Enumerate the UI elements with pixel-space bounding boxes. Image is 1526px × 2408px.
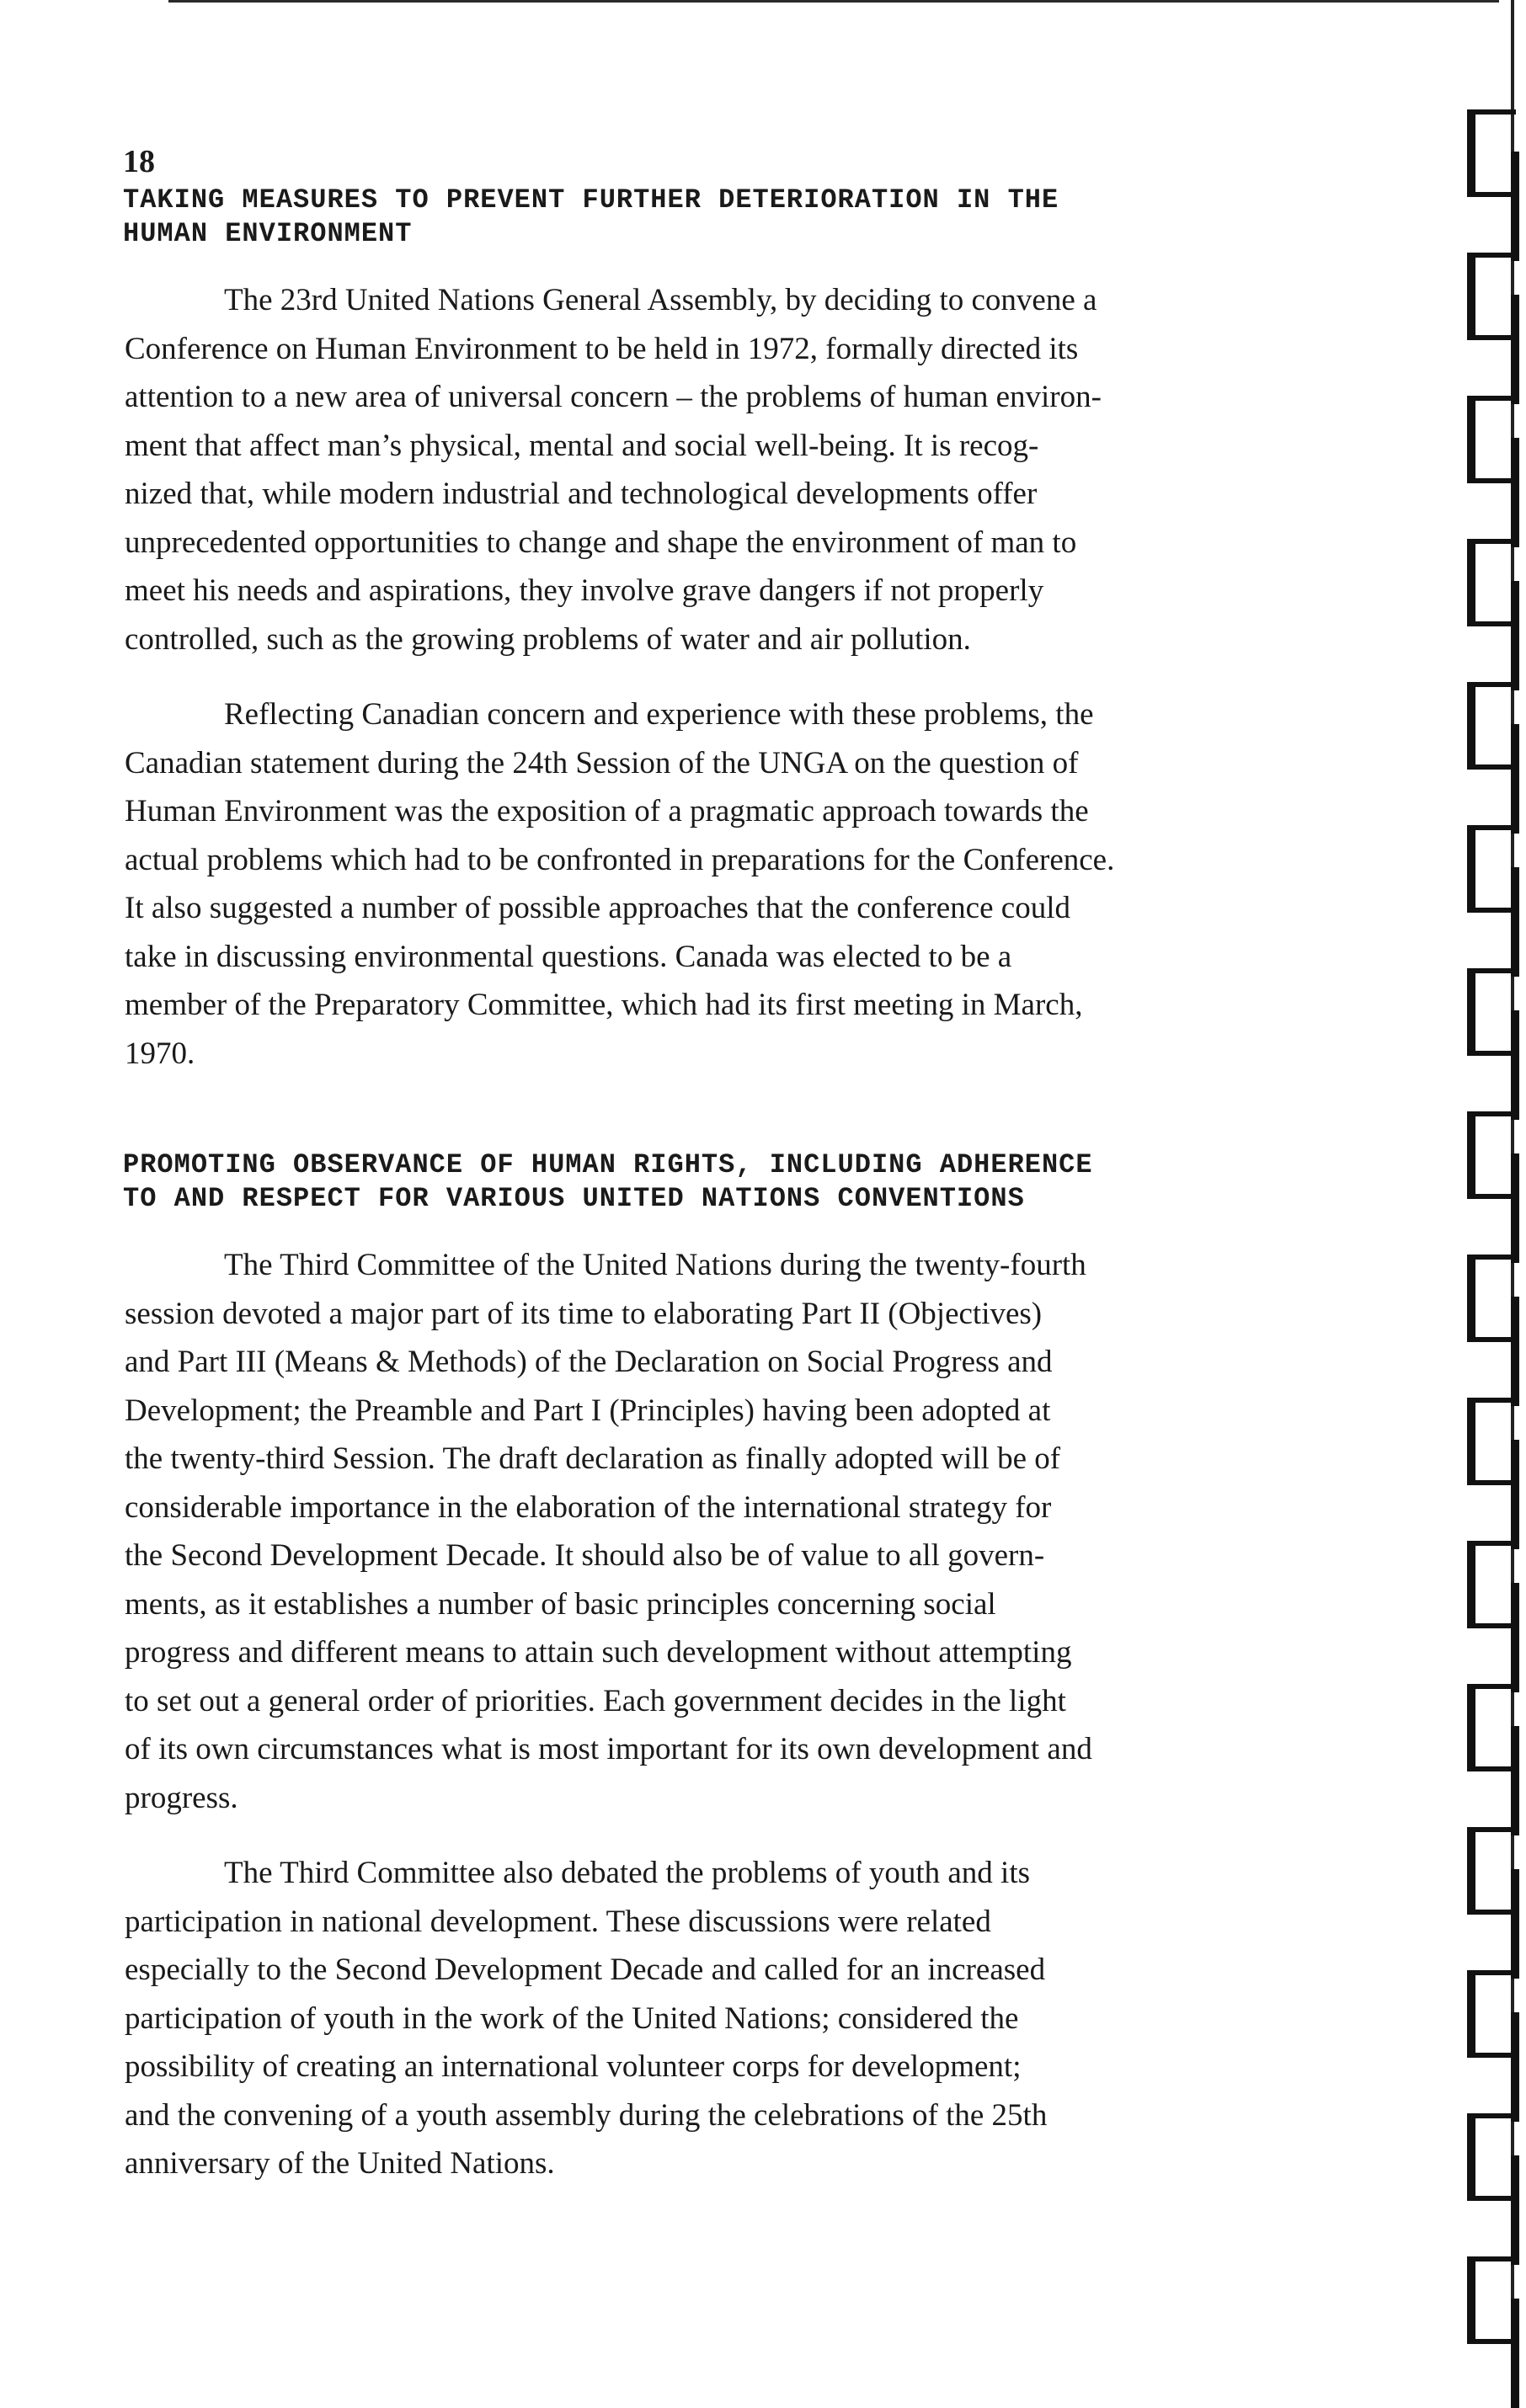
section-heading: TAKING MEASURES TO PREVENT FURTHER DETERIORATION IN THE HUMAN ENVIRONMENT xyxy=(123,184,1059,249)
paragraph: The Third Committee of the United Nations during the twenty-fourth session devoted a major part of its time to elaborating Part II (Objectives) and Part III (Means & Methods) of the Declaration on Social Progress and Development; the Preamble and Part I (Principles) having been adopted at the twenty-third Session. The draft declaration as finally adopted will be of considerable importance in the elaboration of the international strategy for the Second Development Decade. It should also be of value to all govern- ments, as it establishes a number of basic principles concerning social progress and different means to attain such development without attempting to set out a general order of priorities. Each government decides in the light of its own circumstances what is most important for its own development and progress. xyxy=(125,1248,1092,1815)
document-page xyxy=(116,143,1346,2215)
section-human-rights xyxy=(116,1148,1346,2188)
binding-ring xyxy=(1467,539,1516,626)
binding-ring xyxy=(1467,2113,1516,2201)
page-number: 18 xyxy=(123,144,155,179)
paragraph: The Third Committee also debated the problems of youth and its participation in national development. These discussions were related especially to the Second Development Decade and called for an increased participation of youth in the work of the United Nations; considered the possibility of creating an international volunteer corps for development; and the convening of a youth assembly during the celebrations of the 25th anniversary of the United Nations. xyxy=(125,1856,1048,2181)
binding-ring xyxy=(1467,968,1516,1056)
section-environment xyxy=(116,184,1346,1078)
top-edge-rule xyxy=(168,0,1499,3)
binding-ring xyxy=(1467,1970,1516,2058)
binding-ring xyxy=(1467,1255,1516,1342)
binding-ring xyxy=(1467,1398,1516,1485)
paragraph: Reflecting Canadian concern and experience with these problems, the Canadian statement during the 24th Session of the UNGA on the question of Human Environment was the exposition of a pragmatic approach towards the actual problems which had to be confronted in preparations for the Conference. It also suggested a number of possible approaches that the conference could take in discussing environmental questions. Canada was elected to be a member of the Preparatory Committee, which had its first meeting in March, 1970. xyxy=(125,697,1115,1071)
binding-ring xyxy=(1467,1541,1516,1628)
binding-ring xyxy=(1467,1827,1516,1915)
binding-ring xyxy=(1467,1111,1516,1199)
paragraph: The 23rd United Nations General Assembly, by deciding to convene a Conference on Human Environment to be held in 1972, formally directed its attention to a new area of universal concern – the problems of human environ- ment that affect man’s physical, mental and social well-being. It is recog- nized that, while modern industrial and technological developments offer unprecedented opportunities to change and shape the environment of man to meet his needs and aspirations, they involve grave dangers if not properly controlled, such as the growing problems of water and air pollution. xyxy=(125,283,1102,657)
binding-ring xyxy=(1467,682,1516,770)
spiral-binding xyxy=(1450,0,1526,2376)
section-spacer xyxy=(116,1105,1346,1148)
binding-ring xyxy=(1467,1684,1516,1771)
binding-ring xyxy=(1467,825,1516,913)
binding-ring xyxy=(1467,396,1516,483)
binding-ring xyxy=(1467,109,1516,197)
section-heading: PROMOTING OBSERVANCE OF HUMAN RIGHTS, INCLUDING ADHERENCE TO AND RESPECT FOR VARIOUS UNITED NATIONS CONVENTIONS xyxy=(123,1149,1093,1214)
binding-ring xyxy=(1467,253,1516,340)
binding-ring xyxy=(1467,2256,1516,2344)
